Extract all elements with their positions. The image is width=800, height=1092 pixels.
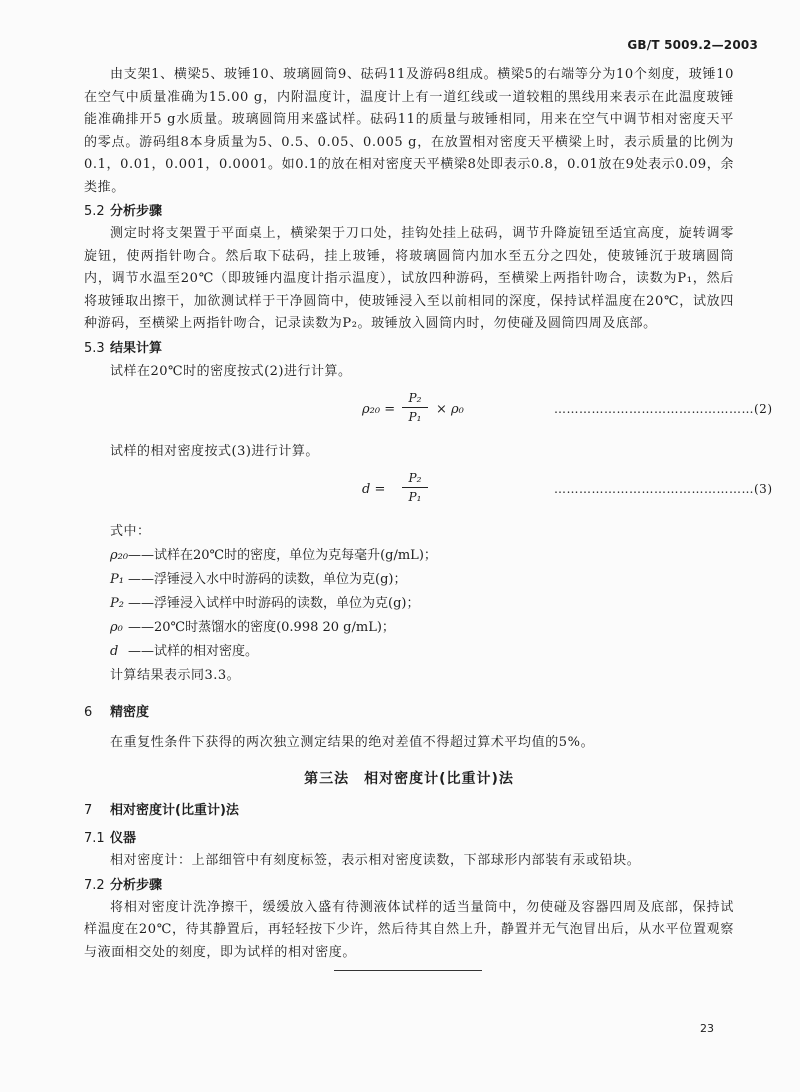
equation-number: …………………………………………(2)	[554, 401, 773, 416]
section-number: 7	[84, 803, 93, 818]
where-item	[110, 640, 734, 664]
formula-2	[84, 390, 773, 434]
where-label: 式中：	[110, 523, 151, 539]
footer-divider	[334, 970, 482, 971]
section-title: 结果计算	[110, 340, 163, 356]
section-title: 相对密度计(比重计)法	[110, 803, 239, 818]
formula-3	[84, 470, 773, 514]
fraction-numerator: P₂	[408, 390, 422, 405]
formula-lhs: d =	[362, 481, 386, 497]
equation-number: …………………………………………(3)	[554, 481, 773, 496]
section-number: 5.2	[84, 204, 105, 219]
symbol-description: ——浮锤浸入试样中时游码的读数，单位为克(g)；	[128, 595, 420, 611]
section-title: 分析步骤	[110, 877, 163, 893]
where-item	[110, 616, 734, 640]
fraction-denominator: P₁	[408, 409, 422, 424]
symbol-description: ——试样在20℃时的密度，单位为克每毫升(g/mL)；	[128, 547, 437, 563]
formula-fraction	[402, 390, 428, 425]
formula-fraction	[402, 470, 428, 505]
where-item	[110, 544, 734, 568]
section-5-2-text: 测定时将支架置于平面桌上，横梁架于刀口处，挂钩处挂上砝码，调节升降旋钮至适宜高度，旋转调零旋钮，使两指针吻合。然后取下砝码，挂上玻锤，将玻璃圆筒内加水至五分之四处，使玻锤沉于玻璃圆筒内，调节水温至20℃（即玻锤内温度计指示温度），试放四种游码，至横梁上两指针吻合，读数为P₁，然后将玻锤取出擦干，加欲测试样于干净圆筒中，使玻锤浸入至以前相同的深度，保持试样温度在20℃，试放四种游码，至横梁上两指针吻合，记录读数为P₂。玻锤放入圆筒内时，勿使碰及圆筒四周及底部。	[84, 226, 734, 331]
section-6-heading	[84, 702, 734, 724]
method-title: 第三法 相对密度计(比重计)法	[304, 771, 514, 787]
result-note: 计算结果表示同3.3。	[110, 667, 241, 683]
section-5-3-heading	[84, 338, 734, 360]
formula-3-intro: 试样的相对密度按式(3)进行计算。	[110, 443, 319, 459]
symbol: ρ₀	[110, 619, 123, 635]
where-list	[84, 544, 734, 664]
symbol: P₁	[110, 571, 124, 587]
page-content	[84, 64, 773, 964]
section-title: 精密度	[110, 704, 150, 720]
symbol: d	[110, 643, 119, 659]
section-number: 7.1	[84, 831, 105, 846]
section-5-2-heading	[84, 201, 734, 223]
intro-paragraph: 由支架1、横梁5、玻锤10、玻璃圆筒9、砝码11及游码8组成。横梁5的右端等分为10个刻度，玻锤10在空气中质量准确为15.00 g，内附温度计，温度计上有一道红线或一道较粗的黑线用来表示在此温度玻锤能准确排开5 g水质量。玻璃圆筒用来盛试样。砝码11的质量与玻锤相同，用来在空气中调节相对密度天平的零点。游码组8本身质量为5、0.5、0.05、0.005 g，在放置相对密度天平横梁上时，表示质量的比例为0.1，0.01，0.001，0.0001。如0.1的放在相对密度天平横梁8处即表示0.8，0.01放在9处表示0.09，余类推。	[84, 67, 734, 195]
where-item	[110, 592, 734, 616]
symbol-description: ——试样的相对密度。	[128, 643, 259, 659]
section-title: 分析步骤	[110, 204, 163, 219]
section-number: 6	[84, 704, 93, 720]
fraction-bar	[402, 487, 428, 488]
where-item	[110, 568, 734, 592]
fraction-denominator: P₁	[408, 489, 422, 504]
fraction-numerator: P₂	[408, 470, 422, 485]
symbol-description: ——浮锤浸入水中时游码的读数，单位为克(g)；	[128, 571, 407, 587]
section-number: 7.2	[84, 877, 105, 893]
section-7-2-text: 将相对密度计洗净擦干，缓缓放入盛有待测液体试样的适当量筒中，勿使碰及容器四周及底部，保持试样温度在20℃，待其静置后，再轻轻按下少许，然后待其自然上升，静置并无气泡冒出后，从水平位置观察与液面相交处的刻度，即为试样的相对密度。	[84, 899, 734, 960]
symbol: ρ₂₀	[110, 547, 129, 563]
symbol-description: ——20℃时蒸馏水的密度(0.998 20 g/mL)；	[128, 619, 395, 635]
page-number: 23	[700, 1022, 714, 1035]
symbol: P₂	[110, 595, 124, 611]
section-title: 仪器	[110, 831, 137, 846]
fraction-bar	[402, 407, 428, 408]
section-6-text: 在重复性条件下获得的两次独立测定结果的绝对差值不得超过算术平均值的5%。	[110, 734, 595, 750]
section-7-heading	[84, 800, 734, 822]
section-7-1-text: 相对密度计：上部细管中有刻度标签，表示相对密度读数，下部球形内部装有汞或铅块。	[110, 853, 641, 868]
formula-rhs: × ρ₀	[436, 401, 464, 417]
standard-number: GB/T 5009.2—2003	[627, 38, 758, 52]
formula-2-intro: 试样在20℃时的密度按式(2)进行计算。	[110, 363, 352, 379]
section-7-2-heading	[84, 875, 734, 897]
section-number: 5.3	[84, 340, 105, 356]
section-7-1-heading	[84, 828, 734, 850]
formula-lhs: ρ₂₀ =	[362, 401, 396, 417]
